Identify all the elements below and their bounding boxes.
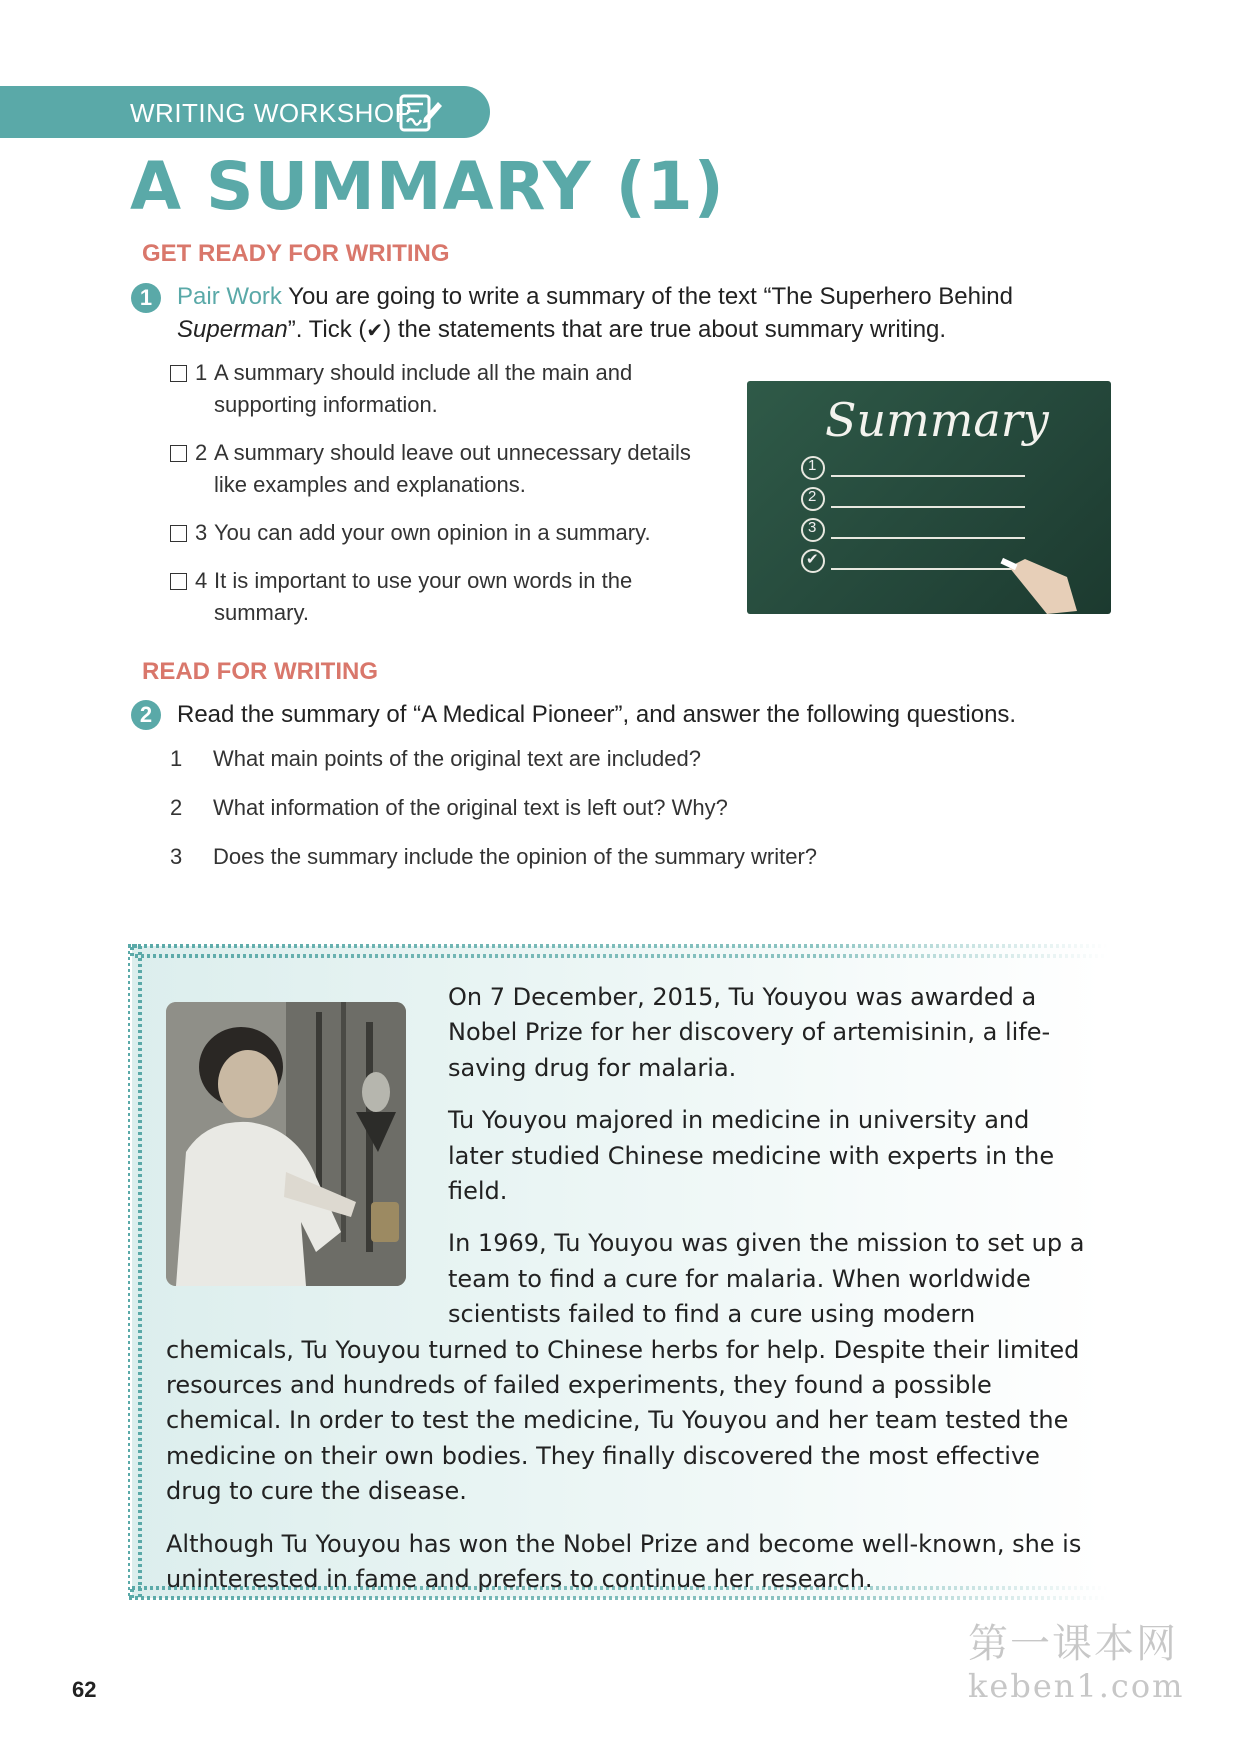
chalk-tick-icon: ✔ [806,551,819,568]
banner-label: WRITING WORKSHOP [130,98,413,128]
instruction-part-b: ”. Tick ( [287,316,367,343]
statement-text: It is important to use your own words in the summary. [214,568,633,625]
question-text: Does the summary include the opinion of the summary writer? [213,844,818,869]
statement-text: You can add your own opinion in a summary. [214,520,651,545]
statement-item [170,437,730,501]
reading-paragraph: Tu Youyou majored in medicine in university and later studied Chinese medicine with experts in the field. [448,1106,1055,1206]
statement-item [170,565,730,629]
statement-number: 4 [195,568,208,593]
chalkboard-lines [747,381,1111,614]
chalkboard-title: Summary [825,393,1049,447]
page-title: A SUMMARY (1) [130,148,725,225]
statement-checkbox[interactable] [170,573,187,590]
question-item [170,841,1070,873]
statement-number: 2 [195,440,208,465]
page-number: 62 [72,1677,97,1702]
statement-number: 1 [195,360,208,385]
task-lead-label: Pair Work [177,283,282,310]
writing-pad-icon [398,92,444,134]
statement-checkbox[interactable] [170,445,187,462]
reading-paragraph: Although Tu Youyou has won the Nobel Prize and become well-known, she is uninterested in fame and prefers to continue her research. [166,1529,1082,1594]
statement-number: 3 [195,520,208,545]
summary-reading-text [166,980,1091,1615]
reading-paragraph: On 7 December, 2015, Tu Youyou was awarded a Nobel Prize for her discovery of artemisinin, a life-saving drug for malaria. [448,983,1051,1082]
section-heading-read: READ FOR WRITING [142,658,378,685]
statement-checkbox[interactable] [170,365,187,382]
reading-paragraph: In 1969, Tu Youyou was given the mission to set up a team to find a cure for malaria. When worldwide scientists failed to find a cure using modern chemicals, Tu Youyou turned to Chinese herbs for help. Despite their limited resources and hundreds of failed experiments, they found a possible chemical. In order to test the medicine, Tu Youyou and her team tested the medicine on their own bodies. They finally discovered the most effective drug to cure the disease. [166,1229,1085,1506]
question-number: 3 [170,844,183,869]
question-text: What information of the original text is left out? Why? [213,795,728,820]
section-heading-get-ready: GET READY FOR WRITING [142,240,450,267]
task-number-badge: 2 [131,700,161,730]
question-item [170,792,1070,824]
chalk-item-num: 3 [808,519,817,536]
photo-float-spacer [166,980,448,1298]
chalk-item-num: 1 [808,457,817,474]
question-list [170,743,1070,890]
question-item [170,743,1070,775]
statement-text: A summary should include all the main and supporting information. [214,360,633,417]
chalk-item-num: 2 [808,488,817,505]
question-number: 2 [170,795,183,820]
task-number-badge: 1 [131,283,161,313]
statement-text: A summary should leave out unnecessary details like examples and explanations. [214,440,691,497]
question-number: 1 [170,746,183,771]
statement-item [170,357,730,421]
instruction-italic-title: Superman [177,316,288,343]
statement-list [170,357,730,645]
watermark-line-1: 第一课本网 [968,1621,1178,1667]
watermark-line-2: keben1.com [968,1667,1185,1705]
question-text: What main points of the original text are included? [213,746,701,771]
instruction-part-c: ) the statements that are true about summary writing. [383,316,947,343]
watermark [968,1620,1185,1705]
statement-item [170,517,730,549]
task-2-instruction: Read the summary of “A Medical Pioneer”, and answer the following questions. [177,701,1017,728]
tick-icon: ✔ [366,320,384,342]
section-banner [0,86,490,138]
task-1-instruction [177,280,1097,348]
statement-checkbox[interactable] [170,525,187,542]
chalkboard-illustration [747,381,1111,614]
instruction-part-a: You are going to write a summary of the text “The Superhero Behind [288,283,1013,310]
